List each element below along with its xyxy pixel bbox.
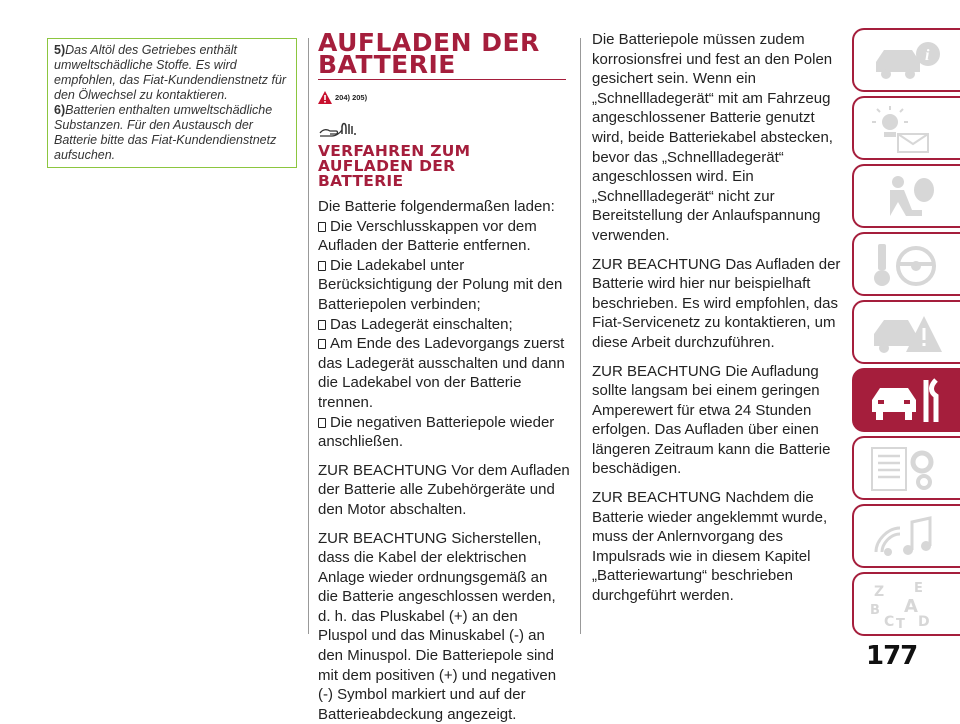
- checkbox-bullet-icon: [318, 418, 326, 428]
- note-5: [54, 43, 290, 103]
- tab-emergency[interactable]: [852, 300, 960, 364]
- column-divider: [308, 38, 309, 634]
- index-letters-icon: [868, 580, 948, 630]
- section-title: AUFLADEN DER BATTERIE: [318, 32, 570, 76]
- checkbox-bullet-icon: [318, 222, 326, 232]
- main-column: [318, 30, 570, 724]
- column-divider: [580, 38, 581, 634]
- list-item: Das Ladegerät einschalten;: [318, 315, 570, 335]
- car-maintenance-icon: [868, 376, 948, 426]
- checkbox-bullet-icon: [318, 339, 326, 349]
- index-letter: Z: [874, 584, 884, 600]
- tab-maintenance[interactable]: [852, 368, 960, 432]
- note-text: Das Altöl des Getriebes enthält umweltschädliche Stoffe. Es wird empfohlen, das Fiat-Kundendienstnetz für den Ölwechsel zu kontaktieren.: [54, 43, 286, 102]
- note-text: Batterien enthalten umweltschädliche Substanzen. Für den Austausch der Batterie bitte das Fiat-Kundendienstnetz aufsuchen.: [54, 103, 276, 162]
- checkbox-bullet-icon: [318, 320, 326, 330]
- warning-triangle-icon: [318, 91, 332, 104]
- title-rule: [318, 79, 566, 80]
- subsection-title: VERFAHREN ZUM AUFLADEN DER BATTERIE: [318, 144, 570, 189]
- svg-text:i: i: [925, 47, 930, 64]
- environment-row: [318, 120, 570, 140]
- multimedia-icon: [868, 512, 948, 562]
- note-paragraph: ZUR BEACHTUNG Nachdem die Batterie wieder angeklemmt wurde, muss der Anlernvorgang des Impulsrads wie in diesem Kapitel „Batteriewartung“ beschrieben durchgeführt werden.: [592, 488, 842, 606]
- procedure-text: [318, 197, 570, 724]
- index-letter: E: [914, 581, 923, 596]
- tab-multimedia[interactable]: [852, 504, 960, 568]
- index-letter: B: [870, 603, 880, 618]
- note-number: 5): [54, 43, 65, 57]
- key-steering-wheel-icon: [868, 240, 948, 290]
- list-item: Die negativen Batteriepole wieder anschließen.: [318, 413, 570, 452]
- specs-gears-icon: [868, 444, 948, 494]
- tab-car-info[interactable]: [852, 28, 960, 92]
- paragraph: Die Batteriepole müssen zudem korrosionsfrei und fest an den Polen gesichert sein. Wenn ein „Schnellladegerät“ mit am Fahrzeug angeschlossener Batterie genutzt wird, beide Batteriekabel abstecken, bevor das „Schnellladegerät“ angeschlossen wird. Ein „Schnellladegerät“ nicht zur Bereitstellung der Anlaufspannung verwenden.: [592, 30, 842, 246]
- list-item: Die Verschlusskappen vor dem Aufladen der Batterie entfernen.: [318, 217, 570, 256]
- warning-references: [318, 88, 570, 106]
- list-item: Die Ladekabel unter Berücksichtigung der Polung mit den Batteriepolen verbinden;: [318, 256, 570, 315]
- tab-safety[interactable]: [852, 164, 960, 228]
- tab-warning-lights[interactable]: [852, 96, 960, 160]
- note-paragraph: ZUR BEACHTUNG Sicherstellen, dass die Kabel der elektrischen Anlage wieder ordnungsgemäß an die Batterie angeschlossen werden, d. h. das Pluskabel (+) an den Pluspol und das Minuskabel (-) an den Minuspol. Die Batteriepole sind mit dem positiven (+) und negativen (-) Symbol markiert und auf der Batterieabdeckung angezeigt.: [318, 529, 570, 724]
- index-letter: D: [918, 614, 930, 630]
- checkbox-bullet-icon: [318, 261, 326, 271]
- car-info-icon: [868, 36, 948, 86]
- index-letter: A: [904, 596, 918, 617]
- tab-starting-driving[interactable]: [852, 232, 960, 296]
- tab-index[interactable]: [852, 572, 960, 636]
- notes-box: [47, 38, 297, 168]
- intro-text: Die Batterie folgendermaßen laden:: [318, 197, 570, 217]
- right-column: [592, 30, 842, 606]
- warning-refs-text: 204) 205): [335, 93, 367, 102]
- note-paragraph: ZUR BEACHTUNG Vor dem Aufladen der Batterie alle Zubehörgeräte und den Motor abschalten.: [318, 461, 570, 520]
- car-emergency-icon: [868, 308, 948, 358]
- note-paragraph: ZUR BEACHTUNG Das Aufladen der Batterie wird hier nur beispielhaft beschrieben. Es wird empfohlen, das Fiat-Servicenetz zu kontaktieren, um diese Arbeit durchzuführen.: [592, 255, 842, 353]
- environment-hand-icon: [318, 120, 358, 138]
- note-paragraph: ZUR BEACHTUNG Die Aufladung sollte langsam bei einem geringen Amperewert für etwa 24 Stunden erfolgen. Das Aufladen über einen längeren Zeitraum kann die Batterie beschädigen.: [592, 362, 842, 480]
- note-number: 6): [54, 103, 65, 117]
- index-letter: T: [896, 617, 905, 630]
- warning-lights-icon: [868, 104, 948, 154]
- index-letter: C: [884, 614, 894, 630]
- page-number: 177: [866, 641, 917, 671]
- tab-technical-data[interactable]: [852, 436, 960, 500]
- note-6: [54, 103, 290, 163]
- airbag-seat-icon: [868, 172, 948, 222]
- list-item: Am Ende des Ladevorgangs zuerst das Ladegerät ausschalten und dann die Ladekabel von der Batterie trennen.: [318, 334, 570, 412]
